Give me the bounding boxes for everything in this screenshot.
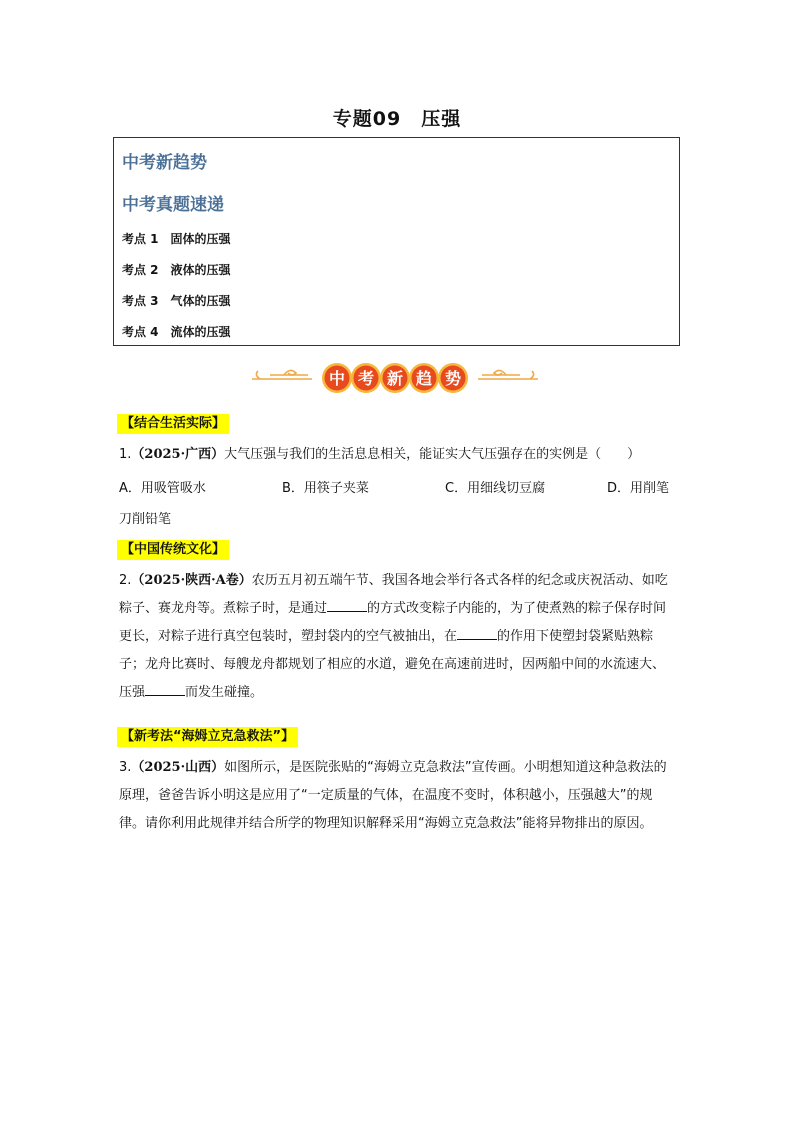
question-1-option-d[interactable]: D．用削笔 <box>607 481 670 496</box>
section-tag-life: 【结合生活实际】 <box>117 414 229 434</box>
question-1-text: 大气压强与我们的生活息息相关，能证实大气压强存在的实例是（ ） <box>224 447 641 462</box>
toc-heading-exam-questions[interactable]: 中考真题速递 <box>122 195 224 215</box>
question-2-number: 2. <box>119 573 132 588</box>
question-2 <box>119 567 677 707</box>
toc-item-1[interactable]: 考点 1 固体的压强 <box>122 232 231 246</box>
toc-item-2[interactable]: 考点 2 液体的压强 <box>122 263 231 277</box>
banner-char: 势 <box>444 369 462 388</box>
question-2-text-4: 而发生碰撞。 <box>185 685 264 700</box>
question-2-text-1: 农历五月初五端午节、我国各地会举行各式各样的纪念或庆祝活动、如吃粽子、赛龙舟等。煮粽子时，是通过 <box>119 573 668 616</box>
question-1-source: （2025·广西） <box>131 447 225 462</box>
banner-left-ornament <box>252 370 312 379</box>
question-2-blank-2[interactable] <box>457 625 497 640</box>
question-2-source: （2025·陕西·A卷） <box>131 573 252 588</box>
question-1-option-c[interactable]: C．用细线切豆腐 <box>445 481 546 496</box>
banner-right-ornament <box>478 370 538 379</box>
toc-box <box>113 137 680 346</box>
question-1-option-a[interactable]: A．用吸管吸水 <box>119 481 206 496</box>
section-banner <box>250 356 540 400</box>
page-title: 专题09 压强 <box>332 108 462 130</box>
section-tag-culture: 【中国传统文化】 <box>117 540 229 560</box>
question-1 <box>119 441 677 469</box>
question-2-text-3: 的作用下使塑封袋紧贴熟粽子；龙舟比赛时、每艘龙舟都规划了相应的水道，避免在高速前进时，因两船中间的水流速大、压强 <box>119 629 666 700</box>
question-1-number: 1. <box>119 447 132 462</box>
question-3-number: 3. <box>119 760 132 775</box>
question-2-blank-1[interactable] <box>327 597 367 612</box>
banner-char: 新 <box>386 369 404 388</box>
question-2-blank-3[interactable] <box>145 681 185 696</box>
question-2-text-2: 的方式改变粽子内能的，为了使煮熟的粽子保存时间更长，对粽子进行真空包装时，塑封袋内的空气被抽出，在 <box>119 601 667 644</box>
banner-char: 趋 <box>415 369 433 388</box>
toc-item-4[interactable]: 考点 4 流体的压强 <box>122 325 231 339</box>
toc-item-3[interactable]: 考点 3 气体的压强 <box>122 294 231 308</box>
section-tag-new-method: 【新考法“海姆立克急救法”】 <box>117 727 298 747</box>
question-3-text: 如图所示，是医院张贴的“海姆立克急救法”宣传画。小明想知道这种急救法的原理，爸爸告诉小明这是应用了“一定质量的气体，在温度不变时，体积越小，压强越大”的规律。请你利用此规律并结合所学的物理知识解释采用“海姆立克急救法”能将异物排出的原因。 <box>119 760 667 831</box>
banner-char: 中 <box>328 369 346 388</box>
question-3-source: （2025·山西） <box>131 760 225 775</box>
toc-heading-trends[interactable]: 中考新趋势 <box>122 153 207 173</box>
question-3 <box>119 754 677 838</box>
question-1-option-b[interactable]: B．用筷子夹菜 <box>282 481 369 496</box>
banner-char: 考 <box>357 369 375 388</box>
question-1-option-d-wrap: 刀削铅笔 <box>119 512 172 527</box>
